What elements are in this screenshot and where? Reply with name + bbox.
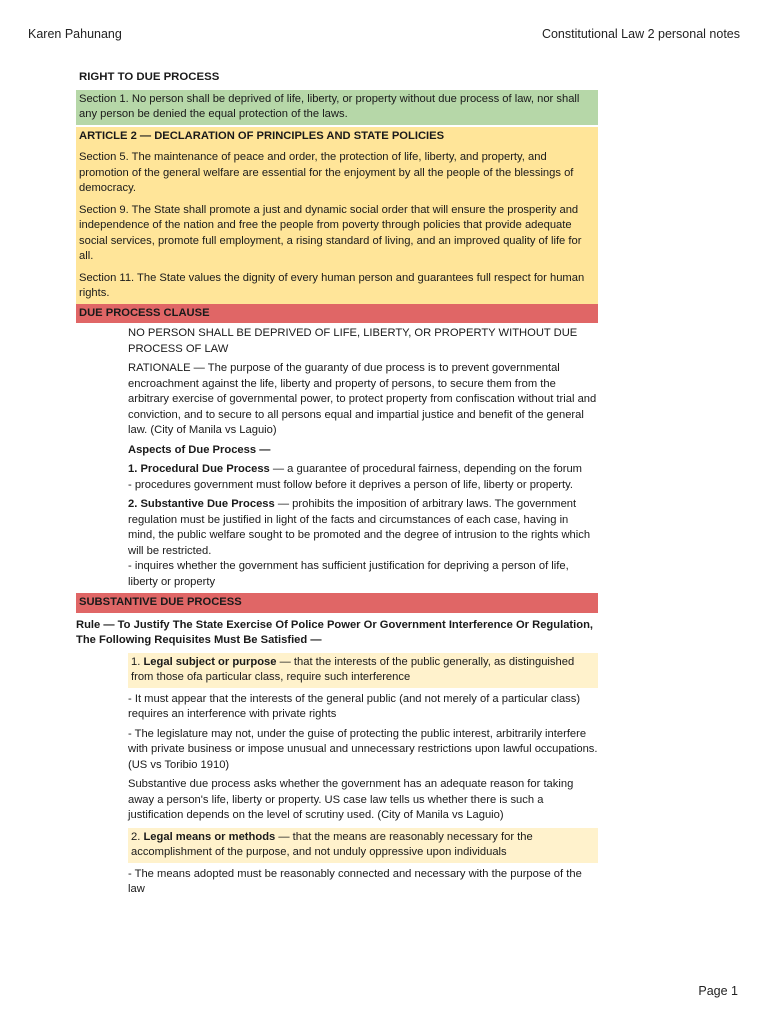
page-number: Page 1 xyxy=(698,984,738,998)
rule-text: Rule — To Justify The State Exercise Of Police Power Or Government Interference Or Regulation, The Following Requisites Must Be Satisfied — xyxy=(76,618,594,646)
req2-note-1: - The means adopted must be reasonably connected and necessary with the purpose of the law xyxy=(128,867,582,895)
req1-number: 1. xyxy=(131,655,144,668)
article-2-heading: ARTICLE 2 — DECLARATION OF PRINCIPLES AND STATE POLICIES xyxy=(76,127,598,147)
notes-content xyxy=(76,68,598,898)
no-person-text: NO PERSON SHALL BE DEPRIVED OF LIFE, LIBERTY, OR PROPERTY WITHOUT DUE PROCESS OF LAW xyxy=(128,327,578,355)
requisites-body xyxy=(128,653,598,898)
req1-label: Legal subject or purpose xyxy=(143,655,277,668)
substantive-due-process-heading: SUBSTANTIVE DUE PROCESS xyxy=(76,593,598,613)
aspects-heading: Aspects of Due Process — xyxy=(128,443,271,456)
req1-note-2: - The legislature may not, under the guise of protecting the public interest, arbitrarily interfere with private business or impose unusual and unnecessary restrictions upon lawful occupations. (US vs Toribio 1910) xyxy=(128,727,598,771)
req1-desc: — that the interests of the public generally, as distinguished from those ofa particular class, require such interference xyxy=(131,655,575,683)
req1-note-3: Substantive due process asks whether the government has an adequate reason for taking away a person's life, liberty or property. US case law tells us whether there is such a justification depends on the level of scrutiny used. (City of Manila vs Laguio) xyxy=(128,778,574,821)
req1-note-1: - It must appear that the interests of the general public (and not merely of a particular class) requires an interference with private rights xyxy=(128,692,581,720)
procedural-note: - procedures government must follow before it deprives a person of life, liberty or property. xyxy=(128,478,574,491)
section-1-text: Section 1. No person shall be deprived of life, liberty, or property without due process of law, nor shall any person be denied the equal protection of the laws. xyxy=(76,90,598,125)
substantive-due-process xyxy=(128,497,598,559)
rationale-text: RATIONALE — The purpose of the guaranty of due process is to prevent governmental encroachment against the life, liberty and property of persons, to secure them from the arbitrary exercise of governmental power, to protect property from confiscation without trial and conviction, and to secure to all persons equal and impartial justice and benefit of the general law. (City of Manila vs Laguio) xyxy=(128,362,597,436)
procedural-due-process xyxy=(128,462,598,478)
section-5-text xyxy=(76,146,598,199)
procedural-label: 1. Procedural Due Process xyxy=(128,463,270,475)
substantive-desc: — prohibits the imposition of arbitrary laws. The government regulation must be justified in light of the facts and circumstances of each case, having in mind, the public welfare sought to be promoted and the degree of intrusion to the rights which will be restricted. xyxy=(128,498,591,557)
due-process-clause-heading: DUE PROCESS CLAUSE xyxy=(76,304,598,324)
right-to-due-process-heading: RIGHT TO DUE PROCESS xyxy=(79,71,220,83)
substantive-note: - inquires whether the government has sufficient justification for depriving a person of life, liberty or property xyxy=(128,560,569,588)
substantive-label: 2. Substantive Due Process xyxy=(128,498,275,510)
procedural-desc: — a guarantee of procedural fairness, depending on the forum xyxy=(269,463,582,475)
section-5-content: Section 5. The maintenance of peace and order, the protection of life, liberty, and property, and promotion of the general welfare are essential for the enjoyment by all the people of the blessings of democracy. xyxy=(79,151,574,194)
requisite-2 xyxy=(128,828,598,863)
header-doc-title: Constitutional Law 2 personal notes xyxy=(541,27,740,41)
section-9-text xyxy=(76,199,598,267)
header-author: Karen Pahunang xyxy=(28,27,122,41)
section-9-content: Section 9. The State shall promote a just and dynamic social order that will ensure the prosperity and independence of the nation and free the people from poverty through policies that provide adequate social services, promote full employment, a rising standard of living, and an improved quality of life for all. xyxy=(79,203,582,262)
due-process-clause-body xyxy=(128,326,598,590)
req2-label: Legal means or methods xyxy=(143,830,276,843)
section-11-text xyxy=(76,267,598,304)
req2-number: 2. xyxy=(131,830,144,843)
requisite-1 xyxy=(128,653,598,688)
section-11-content: Section 11. The State values the dignity of every human person and guarantees full respect for human rights. xyxy=(79,271,585,299)
req2-desc: — that the means are reasonably necessary for the accomplishment of the purpose, and not unduly oppressive upon individuals xyxy=(131,830,533,858)
